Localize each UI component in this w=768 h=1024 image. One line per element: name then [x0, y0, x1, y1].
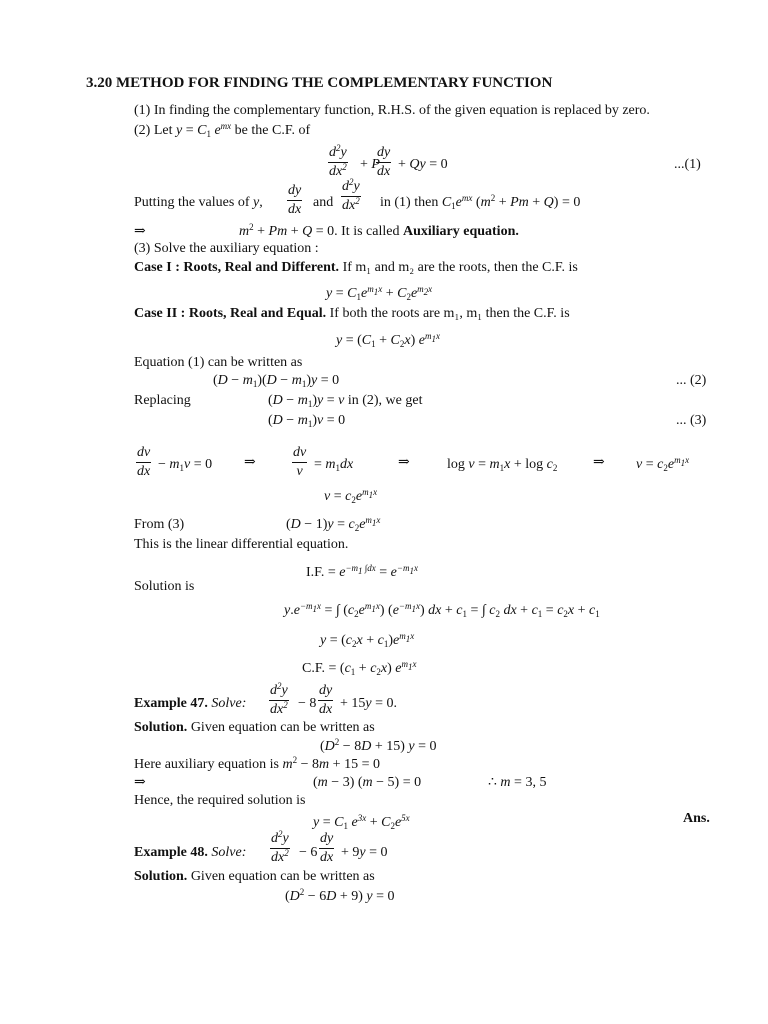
example-48-operator-eq: $(D^2 - 6D + 9) y = 0$: [285, 887, 395, 904]
implies-arrow: ⇒: [244, 455, 256, 470]
example-47-label: Example 47. Solve:: [134, 696, 247, 711]
equation-tag-3: ... (3): [676, 413, 707, 428]
example-47-solution: Solution. Given equation can be written as: [134, 720, 375, 735]
equation-tag-1: ...(1): [674, 157, 701, 172]
dv-v-fraction: dv v: [293, 445, 307, 479]
d2y-dx2-fraction: $d^2y$ $dx^2$: [271, 829, 289, 865]
case-2-statement: Case II : Roots, Real and Equal. If both the roots are m₁, m₁ then the C.F. is: [134, 306, 570, 321]
solution-integral: $y.e^{-m_1x}$ = ∫ $(c_2e^{m_1x})$ $(e^{-m_1x})$ dx + $c_1$ = ∫ $c_2$ dx + $c_1 = c_2x + c_1$: [284, 601, 600, 619]
intro-point-3: (3) Solve the auxiliary equation :: [134, 241, 319, 256]
implies-arrow: ⇒: [593, 455, 605, 470]
d2y-dx2-fraction: $d^2y$ $dx^2$: [329, 143, 347, 179]
v-result: $v = c_2e^{m_1x}$: [324, 487, 378, 505]
complementary-function-result: C.F. = $(c_1 + c_2x)$ $e^{m_1x}$: [302, 659, 417, 677]
intro-point-1: (1) In finding the complementary function, R.H.S. of the given equation is replaced by zero.: [134, 103, 650, 118]
solution-y: $y = (c_2x + c_1)e^{m_1x}$: [320, 631, 415, 649]
implies-arrow: ⇒: [398, 455, 410, 470]
section-title: 3.20 METHOD FOR FINDING THE COMPLEMENTARY FUNCTION: [86, 75, 553, 91]
dy-dx-fraction: dy dx: [288, 183, 302, 217]
case-1-cf: $y = C_1e^{m_1x} + C_2e^{m_2x}$: [326, 284, 433, 302]
intro-point-2: (2) Let $y = C_1$ $e^{mx}$ be the C.F. of: [134, 121, 311, 139]
example-47-roots: ∴ m = 3, 5: [488, 775, 547, 790]
example-48-mid: − 6: [299, 845, 318, 860]
example-47-operator-eq: $(D^2 - 8D + 15) y = 0$: [320, 737, 437, 754]
putting-suffix: in (1) then $C_1e^{mx}$ $(m^2 + Pm + Q) = 0$: [380, 193, 581, 211]
eq1-right: + Qy = 0: [398, 157, 448, 172]
solution-is-label: Solution is: [134, 579, 195, 594]
example-47-hence: Hence, the required solution is: [134, 793, 306, 808]
dv-eq-left: − $m_1v = 0$: [158, 457, 213, 473]
from-3-label: From (3): [134, 517, 185, 532]
example-47-answer: $y = C_1$ $e^{3x} + C_2e^{5x}$: [313, 813, 410, 831]
example-48-label: Example 48. Solve:: [134, 845, 247, 860]
from-3-equation: $(D - 1)y = c_2e^{m_1x}$: [286, 515, 381, 533]
integrating-factor: I.F. = $e^{-m_1 \int dx} = e^{-m_1x}$: [306, 563, 418, 580]
log-equation: $\log v = m_1x + \log c_2$: [447, 457, 558, 473]
dv-eq-middle: = $m_1dx$: [314, 457, 354, 473]
d2y-dx2-fraction: $d^2y$ $dx^2$: [342, 177, 360, 213]
eq1-mid: + P: [360, 157, 380, 172]
putting-text: Putting the values of y,: [134, 195, 263, 210]
dv-dx-fraction: dv dx: [137, 445, 151, 479]
replacing-expression: $(D - m_1)y = v$ in (2), we get: [268, 393, 423, 409]
auxiliary-equation-line: $m^2 + Pm + Q = 0$. It is called Auxiliary equation.: [239, 222, 519, 239]
example-47-aux: Here auxiliary equation is $m^2 - 8m + 15 = 0$: [134, 755, 380, 772]
answer-label: Ans.: [683, 811, 710, 826]
operator-equation-2: $(D - m_1)(D - m_1)y = 0$: [213, 373, 340, 389]
implies-arrow: ⇒: [134, 775, 146, 790]
case-2-cf: $y = (C_1 + C_2x)$ $e^{m_1x}$: [336, 331, 440, 349]
implies-arrow: ⇒: [134, 224, 146, 239]
putting-and: and: [313, 195, 334, 210]
equation-written-text: Equation (1) can be written as: [134, 355, 303, 370]
example-47-factored: (m − 3) (m − 5) = 0: [313, 775, 422, 790]
example-47-right: + 15y = 0.: [340, 696, 398, 711]
d2y-dx2-fraction: $d^2y$ $dx^2$: [270, 681, 288, 717]
v-result-right: $v = c_2e^{m_1x}$: [636, 455, 690, 473]
example-48-right: + 9y = 0: [341, 845, 388, 860]
equation-tag-2: ... (2): [676, 373, 707, 388]
example-47-mid: − 8: [298, 696, 317, 711]
linear-equation-text: This is the linear differential equation.: [134, 537, 349, 552]
case-1-statement: Case I : Roots, Real and Different. If m₁ and m₂ are the roots, then the C.F. is: [134, 260, 578, 275]
dy-dx-fraction: dy dx: [320, 831, 334, 865]
example-48-solution: Solution. Given equation can be written as: [134, 869, 375, 884]
dy-dx-fraction: dy dx: [319, 683, 333, 717]
replacing-label: Replacing: [134, 393, 191, 408]
dy-dx-fraction: dy dx: [377, 145, 391, 179]
operator-equation-3: $(D - m_1)v = 0$: [268, 413, 346, 429]
